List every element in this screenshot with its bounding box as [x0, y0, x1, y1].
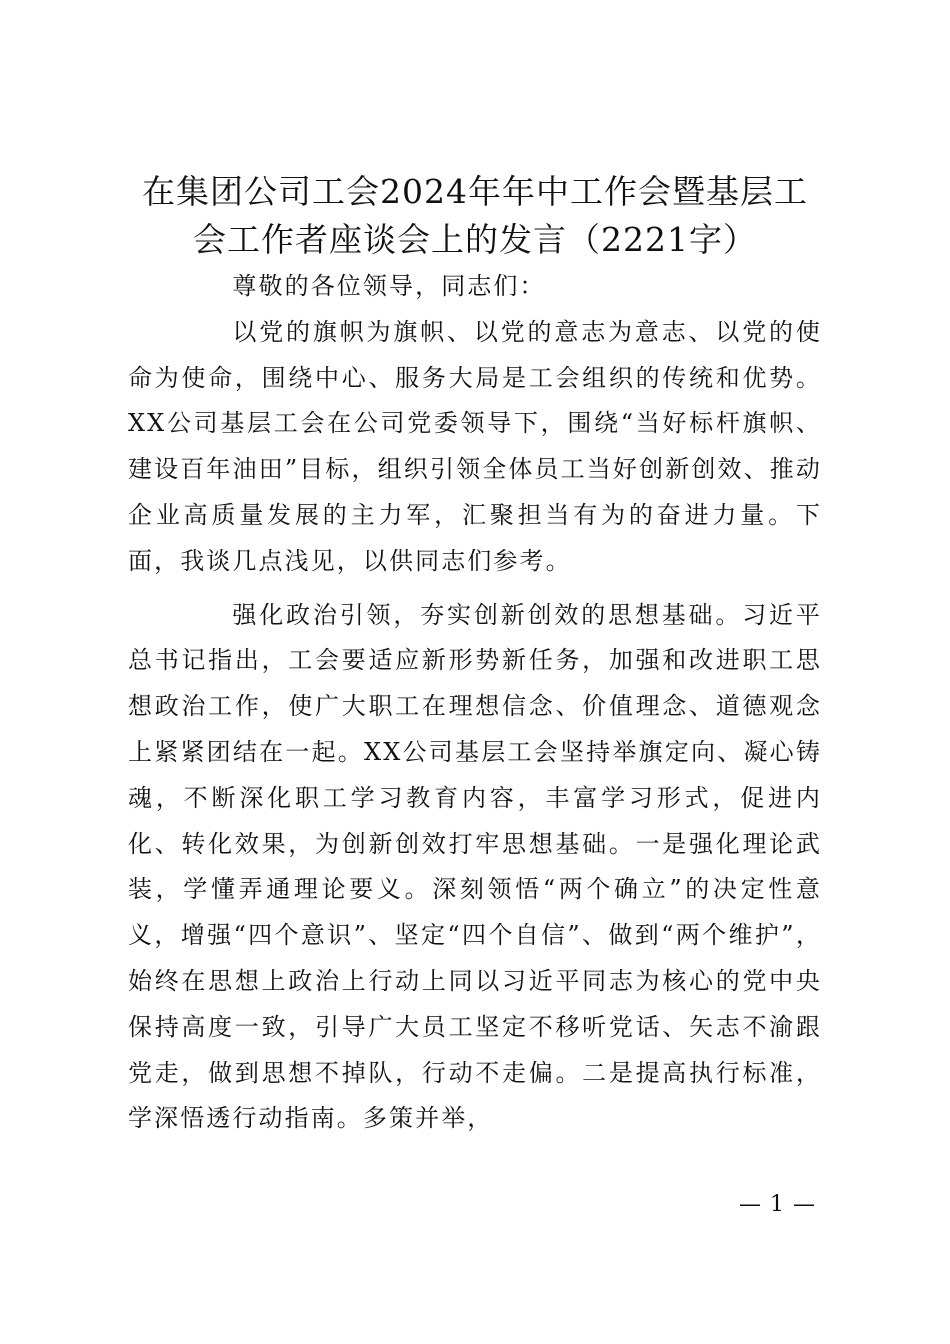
- document-title: [128, 168, 822, 264]
- title-line-1: 在集团公司工会2024年年中工作会暨基层工: [142, 172, 808, 211]
- page-number: — 1 —: [739, 1192, 816, 1217]
- document-body: [128, 264, 822, 1142]
- title-line-2: 会工作者座谈会上的发言（2221字）: [193, 220, 757, 259]
- greeting: 尊敬的各位领导，同志们：: [232, 272, 546, 300]
- paragraph-intro: 以党的旗帜为旗帜、以党的意志为意志、以党的使命为使命，围绕中心、服务大局是工会组织的传统和优势。XX公司基层工会在公司党委领导下，围绕“当好标杆旗帜、建设百年油田”目标，组织引领全体员工当好创新创效、推动企业高质量发展的主力军，汇聚担当有为的奋进力量。下面，我谈几点浅见，以供同志们参考。: [128, 317, 822, 575]
- paragraph-political-guidance: 强化政治引领，夯实创新创效的思想基础。习近平总书记指出，工会要适应新形势新任务，加强和改进职工思想政治工作，使广大职工在理想信念、价值理念、道德观念上紧紧团结在一起。XX公司基层工会坚持举旗定向、凝心铸魂，不断深化职工学习教育内容，丰富学习形式，促进内化、转化效果，为创新创效打牢思想基础。一是强化理论武装，学懂弄通理论要义。深刻领悟“两个确立”的决定性意义，增强“四个意识”、坚定“四个自信”、做到“两个维护”，始终在思想上政治上行动上同以习近平同志为核心的党中央保持高度一致，引导广大员工坚定不移听党话、矢志不渝跟党走，做到思想不掉队，行动不走偏。二是提高执行标准，学深悟透行动指南。多策并举，: [128, 600, 822, 1133]
